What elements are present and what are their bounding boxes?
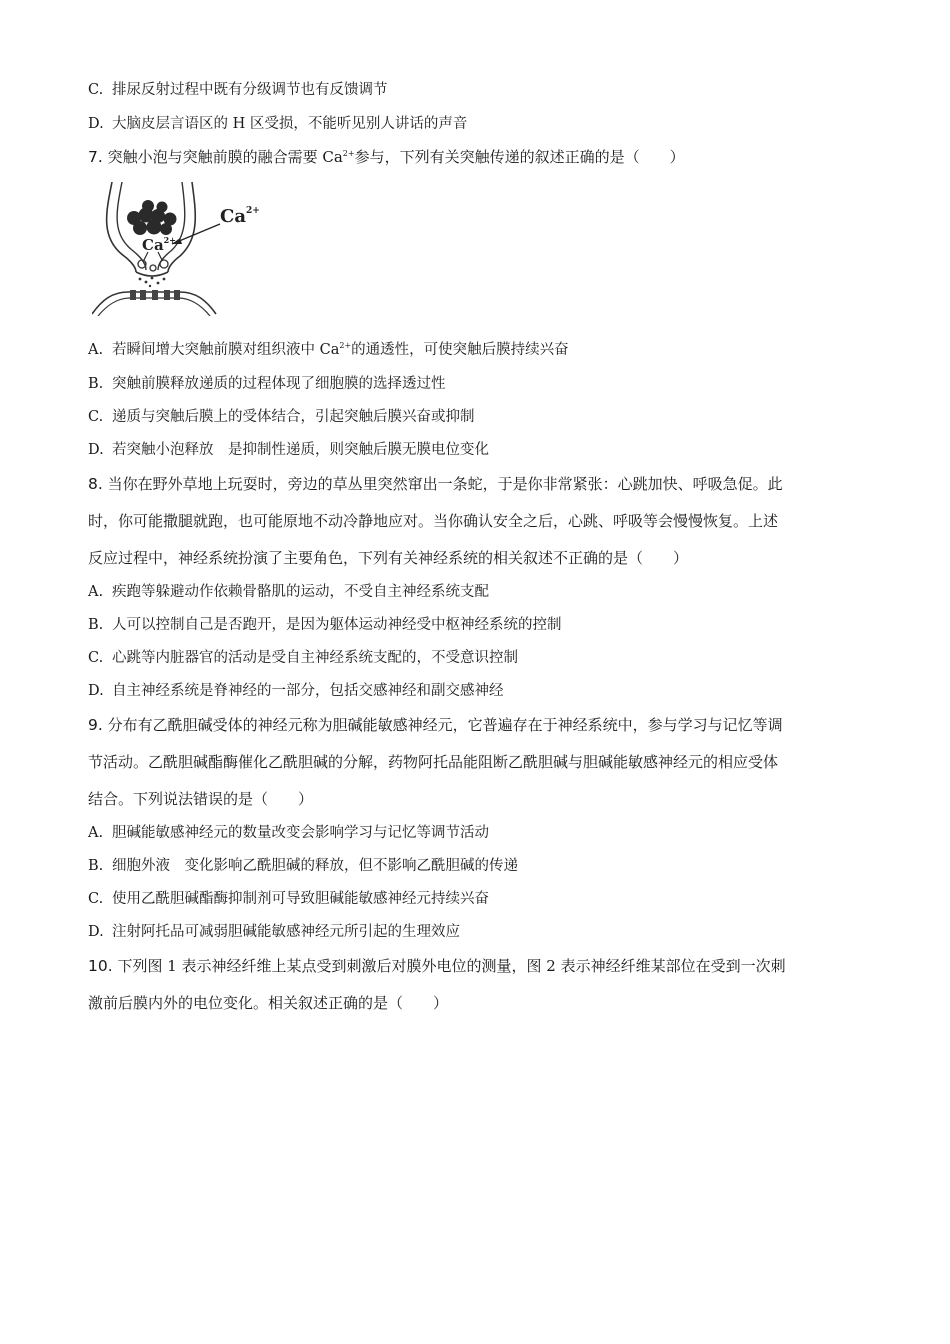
option-text: 自主神经系统是脊神经的一部分，包括交感神经和副交感神经 — [112, 683, 504, 699]
question-text: 下列图 1 表示神经纤维上某点受到刺激后对膜外电位的测量，图 2 表示神经纤维某部位在受到一次刺 — [117, 957, 786, 975]
superscript: 2+ — [339, 341, 352, 350]
option-letter: D. — [88, 683, 104, 699]
option-text: 大脑皮层言语区的 H 区受损，不能听见别人讲话的声音 — [112, 116, 468, 132]
q8-option-b — [88, 615, 562, 635]
vesicle-cluster — [127, 200, 177, 235]
q8-option-d — [88, 681, 504, 701]
option-text: 心跳等内脏器官的活动是受自主神经系统支配的，不受意识控制 — [112, 650, 518, 666]
question-text: 突触小泡与突触前膜的融合需要 Ca — [107, 148, 343, 166]
superscript: 2+ — [342, 149, 355, 158]
option-letter: D. — [88, 924, 104, 940]
neurotransmitter-dots — [139, 277, 166, 288]
option-text: 突触前膜释放递质的过程体现了细胞膜的选择透过性 — [112, 376, 446, 392]
option-letter: A. — [88, 825, 104, 841]
question-number: 8. — [88, 475, 103, 493]
option-letter: D. — [88, 442, 104, 458]
q8-option-a — [88, 582, 489, 602]
option-letter: C. — [88, 409, 104, 425]
option-letter: B. — [88, 617, 104, 633]
question-text: 参与，下列有关突触传递的叙述正确的是（ ） — [354, 148, 685, 166]
option-letter: C. — [88, 82, 104, 98]
q9-option-b — [88, 856, 518, 876]
option-letter: A. — [88, 584, 104, 600]
question-10-line-2: 激前后膜内外的电位变化。相关叙述正确的是（ ） — [88, 994, 449, 1012]
option-letter: A. — [88, 342, 104, 358]
option-text: 细胞外液 变化影响乙酰胆碱的释放，但不影响乙酰胆碱的传递 — [112, 858, 518, 874]
synapse-figure — [92, 182, 262, 316]
option-c-prev — [88, 80, 388, 100]
question-8-line-1 — [88, 474, 783, 494]
option-text: 递质与突触后膜上的受体结合，引起突触后膜兴奋或抑制 — [112, 409, 475, 425]
option-letter: D. — [88, 116, 104, 132]
option-text: 使用乙酰胆碱酯酶抑制剂可导致胆碱能敏感神经元持续兴奋 — [112, 891, 489, 907]
option-letter: B. — [88, 376, 104, 392]
option-letter: B. — [88, 858, 104, 874]
q9-option-a — [88, 823, 489, 843]
option-text: 若瞬间增大突触前膜对组织液中 Ca — [112, 342, 340, 358]
question-text: 分布有乙酰胆碱受体的神经元称为胆碱能敏感神经元，它普遍存在于神经系统中，参与学习与记忆等调 — [107, 716, 783, 734]
question-number: 7. — [88, 148, 103, 166]
ca-label-inner: $Ca^{2+}$ — [142, 235, 176, 254]
question-number: 9. — [88, 716, 103, 734]
ca-label-main: $Ca^{2+}$ — [220, 206, 260, 227]
question-8-line-2: 时，你可能撒腿就跑，也可能原地不动冷静地应对。当你确认安全之后，心跳、呼吸等会慢慢恢复。上述 — [88, 512, 779, 530]
option-text: 若突触小泡释放 是抑制性递质，则突触后膜无膜电位变化 — [112, 442, 489, 458]
question-10-line-1 — [88, 956, 786, 976]
question-9-line-3: 结合。下列说法错误的是（ ） — [88, 790, 314, 808]
question-8-line-3: 反应过程中，神经系统扮演了主要角色，下列有关神经系统的相关叙述不正确的是（ ） — [88, 549, 689, 567]
q9-option-c — [88, 889, 489, 909]
q7-option-b — [88, 374, 446, 394]
q7-option-a — [88, 340, 569, 360]
option-text: 注射阿托品可减弱胆碱能敏感神经元所引起的生理效应 — [112, 924, 460, 940]
option-d-prev — [88, 114, 467, 134]
q7-option-c — [88, 407, 475, 427]
q8-option-c — [88, 648, 518, 668]
option-letter: C. — [88, 891, 104, 907]
option-text: 疾跑等躲避动作依赖骨骼肌的运动，不受自主神经系统支配 — [112, 584, 489, 600]
option-text: 人可以控制自己是否跑开，是因为躯体运动神经受中枢神经系统的控制 — [112, 617, 562, 633]
option-text: 的通透性，可使突触后膜持续兴奋 — [351, 342, 569, 358]
synapse-diagram — [92, 182, 262, 316]
question-text: 当你在野外草地上玩耍时，旁边的草丛里突然窜出一条蛇，于是你非常紧张：心跳加快、呼吸急促。此 — [107, 475, 783, 493]
q7-option-d — [88, 440, 489, 460]
q9-option-d — [88, 922, 460, 942]
option-letter: C. — [88, 650, 104, 666]
question-number: 10. — [88, 957, 113, 975]
question-7-stem — [88, 147, 685, 167]
question-9-line-1 — [88, 715, 783, 735]
option-text: 排尿反射过程中既有分级调节也有反馈调节 — [112, 82, 388, 98]
question-9-line-2: 节活动。乙酰胆碱酯酶催化乙酰胆碱的分解，药物阿托品能阻断乙酰胆碱与胆碱能敏感神经元的相应受体 — [88, 753, 779, 771]
option-text: 胆碱能敏感神经元的数量改变会影响学习与记忆等调节活动 — [112, 825, 489, 841]
